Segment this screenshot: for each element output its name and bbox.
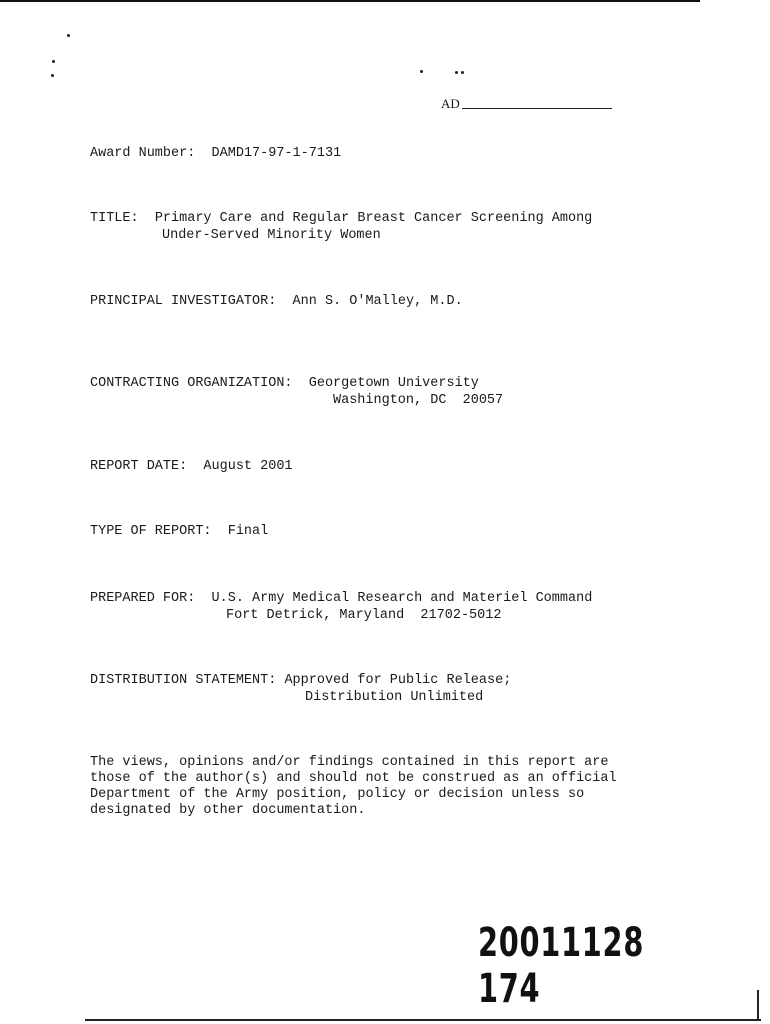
ad-number-blank: [462, 108, 612, 109]
award-number-label: Award Number:: [90, 146, 196, 161]
title-line-2: Under-Served Minority Women: [162, 228, 381, 243]
report-date-label: REPORT DATE:: [90, 459, 188, 474]
bottom-border-line: [85, 1019, 761, 1021]
prepared-for-label: PREPARED FOR:: [90, 591, 196, 606]
disclaimer-line: those of the author(s) and should not be construed as an official: [90, 771, 617, 786]
title-line-1: Primary Care and Regular Breast Cancer Screening Among: [154, 211, 593, 226]
distribution-row: [90, 673, 511, 689]
disclaimer-line: The views, opinions and/or findings contained in this report are: [90, 755, 609, 770]
prepared-for-line-1: U.S. Army Medical Research and Materiel Command: [211, 591, 593, 606]
prepared-for-line-2: Fort Detrick, Maryland 21702-5012: [226, 608, 502, 623]
scan-edge-mark: [757, 990, 759, 1020]
scan-speck: [461, 71, 464, 74]
document-number-stamp: 20011128 174: [478, 920, 645, 1012]
distribution-line-1: Approved for Public Release;: [284, 673, 512, 688]
title-row: [90, 211, 592, 227]
report-date-row: [90, 459, 293, 475]
pi-value: Ann S. O'Malley, M.D.: [292, 294, 463, 309]
report-type-label: TYPE OF REPORT:: [90, 524, 212, 539]
distribution-line-2: Distribution Unlimited: [305, 690, 484, 705]
scan-speck: [51, 74, 54, 77]
ad-label: AD: [441, 96, 460, 111]
scan-speck: [67, 34, 70, 37]
disclaimer-line: designated by other documentation.: [90, 803, 366, 818]
org-row: [90, 376, 479, 392]
org-line-2: Washington, DC 20057: [333, 393, 504, 408]
scan-speck: [420, 70, 423, 73]
report-date-value: August 2001: [203, 459, 293, 474]
pi-row: [90, 294, 463, 310]
prepared-for-row: [90, 591, 592, 607]
pi-label: PRINCIPAL INVESTIGATOR:: [90, 294, 277, 309]
report-type-value: Final: [227, 524, 269, 539]
award-number-row: [90, 146, 341, 162]
title-label: TITLE:: [90, 211, 139, 226]
report-type-row: [90, 524, 268, 540]
top-border-line: [0, 0, 700, 2]
award-number-value: DAMD17-97-1-7131: [211, 146, 342, 161]
scan-speck: [52, 60, 55, 63]
org-label: CONTRACTING ORGANIZATION:: [90, 376, 293, 391]
org-line-1: Georgetown University: [308, 376, 479, 391]
disclaimer-line: Department of the Army position, policy or decision unless so: [90, 787, 585, 802]
distribution-label: DISTRIBUTION STATEMENT:: [90, 673, 277, 688]
scan-speck: [455, 71, 458, 74]
